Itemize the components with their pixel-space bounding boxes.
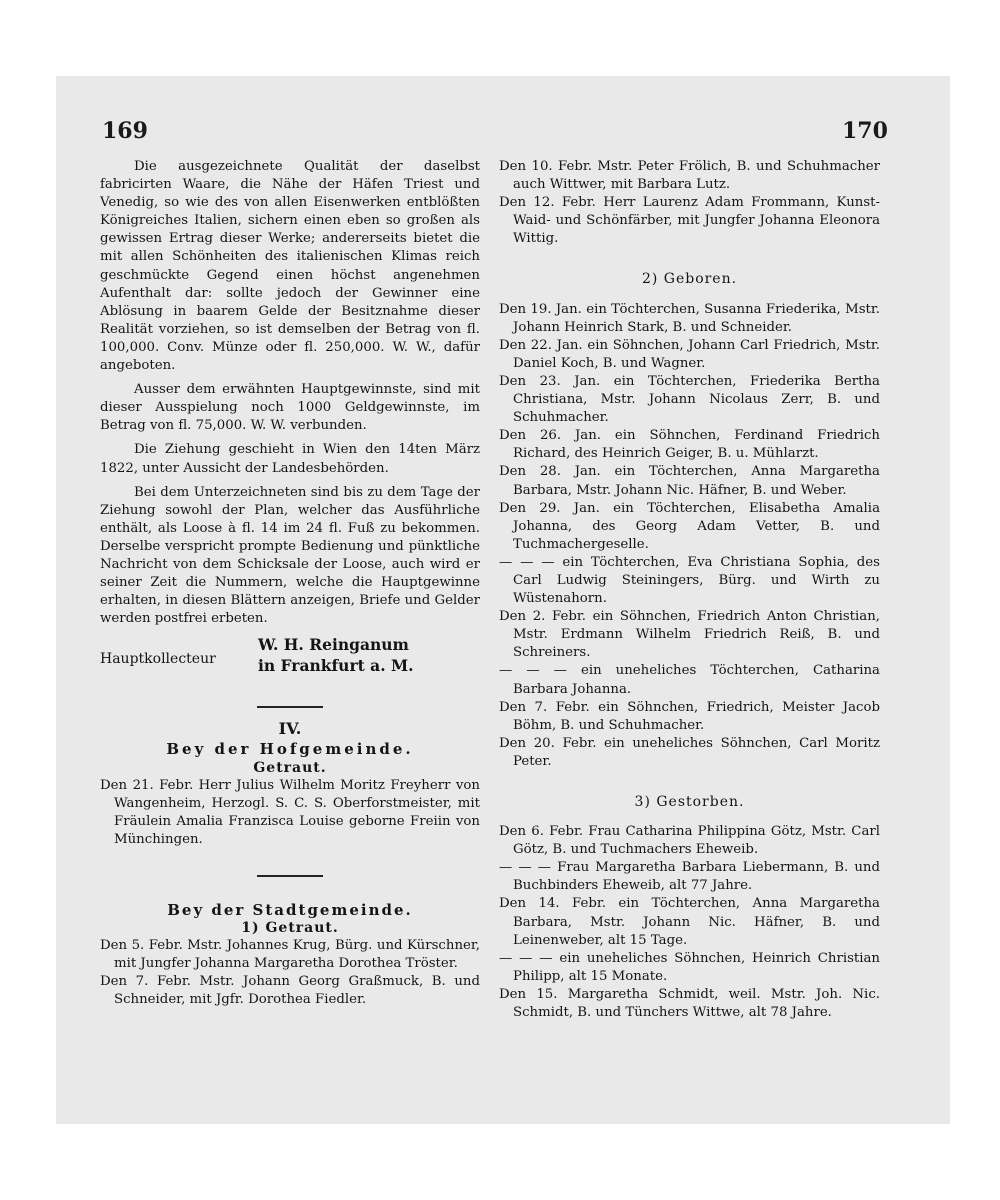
section-heading-hofgemeinde: Bey der Hofgemeinde.: [166, 740, 414, 759]
signature-place: in Frankfurt a. M.: [258, 656, 414, 676]
register-entry: Den 29. Jan. ein Töchterchen, Elisabetha Amalia Johanna, des Georg Adam Vetter, B. und Tuchmachergeselle.: [499, 500, 880, 552]
right-page-number: 170: [842, 118, 888, 144]
register-entry: Den 6. Febr. Frau Catharina Philippina Götz, Mstr. Carl Götz, B. und Tuchmachers Eheweib.: [499, 824, 880, 858]
signature-name: W. H. Reinganum: [258, 635, 409, 655]
register-entry: Den 22. Jan. ein Söhnchen, Johann Carl Friedrich, Mstr. Daniel Koch, B. und Wagner.: [499, 337, 880, 371]
signature-role: Hauptkollecteur: [100, 651, 216, 668]
subheading-getraut: Getraut.: [253, 759, 327, 776]
register-entry: Den 7. Febr. ein Söhnchen, Friedrich, Meister Jacob Böhm, B. und Schuhmacher.: [499, 699, 880, 733]
register-entry: Den 14. Febr. ein Töchterchen, Anna Margaretha Barbara, Mstr. Johann Nic. Häfner, B. und Leinenweber, alt 15 Tage.: [499, 896, 880, 948]
paragraph: Bei dem Unterzeichneten sind bis zu dem Tage der Ziehung sowohl der Plan, welcher das Ausführliche enthält, als Loose à fl. 14 im 24 fl. Fuß zu bekommen. Derselbe verspricht prompte Bedienung und pünktliche Nachricht von dem Schicksale der Loose, auch wird er seiner Zeit die Nummern, welche die Hauptgewinne erhalten, in diesen Blättern anzeigen, Briefe und Gelder werden postfrei erbeten.: [100, 484, 480, 627]
paragraph: Die ausgezeichnete Qualität der daselbst fabricirten Waare, die Nähe der Häfen Triest und Venedig, so wie des von allen Eisenwerken entblößten Königreiches Italien, sichern einen eben so großen als gewissen Ertrag dieser Werke; andererseits bietet die mit allen Schönheiten des italienischen Klimas reich geschmückte Gegend einen höchst angenehmen Aufenthalt dar: sollte jedoch der Gewinner eine Ablösung in baarem Gelde der Besitznahme dieser Realität vorziehen, so ist demselben der Betrag von fl. 100,000. Conv. Münze oder fl. 250,000. W. W., dafür angeboten.: [100, 159, 480, 374]
register-entry: Den 12. Febr. Herr Laurenz Adam Frommann, Kunst- Waid- und Schönfärber, mit Jungfer Johanna Eleonora Wittig.: [499, 195, 880, 247]
section-number: IV.: [278, 719, 302, 739]
separator-rule: [257, 706, 323, 708]
subheading-gestorben: 3) Gestorben.: [634, 794, 745, 810]
register-entry: Den 28. Jan. ein Töchterchen, Anna Margaretha Barbara, Mstr. Johann Nic. Häfner, B. und Weber.: [499, 464, 880, 498]
paragraph: Die Ziehung geschieht in Wien den 14ten März 1822, unter Aussicht der Landesbehörden.: [100, 442, 480, 476]
register-entry: Den 20. Febr. ein uneheliches Söhnchen, Carl Moritz Peter.: [499, 735, 880, 769]
left-page-number: 169: [102, 118, 148, 144]
register-entry: — — — ein uneheliches Töchterchen, Catharina Barbara Johanna.: [499, 663, 880, 697]
separator-rule: [257, 875, 323, 877]
register-entry: — — — ein Töchterchen, Eva Christiana Sophia, des Carl Ludwig Steiningers, Bürg. und Wirth zu Wüstenahorn.: [499, 554, 880, 607]
register-entry: — — — ein uneheliches Söhnchen, Heinrich Christian Philipp, alt 15 Monate.: [499, 950, 880, 984]
register-entry: Den 15. Margaretha Schmidt, weil. Mstr. Joh. Nic. Schmidt, B. und Tünchers Wittwe, alt 78 Jahre.: [499, 986, 880, 1021]
register-entry: — — — Frau Margaretha Barbara Liebermann, B. und Buchbinders Eheweib, alt 77 Jahre.: [499, 860, 880, 894]
register-entry: Den 5. Febr. Mstr. Johannes Krug, Bürg. und Kürschner, mit Jungfer Johanna Margaretha Dorothea Tröster.: [100, 938, 480, 972]
register-entry: Den 7. Febr. Mstr. Johann Georg Graßmuck, B. und Schneider, mit Jgfr. Dorothea Fiedler.: [100, 974, 480, 1008]
subheading-getraut: 1) Getraut.: [241, 920, 339, 937]
section-heading-stadtgemeinde: Bey der Stadtgemeinde.: [167, 901, 413, 919]
right-column: [499, 158, 880, 1022]
register-entry: Den 2. Febr. ein Söhnchen, Friedrich Anton Christian, Mstr. Erdmann Wilhelm Friedrich Reiß, B. und Schreiners.: [499, 609, 880, 661]
signature-block: [100, 634, 480, 676]
register-entry: Den 26. Jan. ein Söhnchen, Ferdinand Friedrich Richard, des Heinrich Geiger, B. u. Mühlarzt.: [499, 428, 880, 462]
paragraph: Ausser dem erwähnten Hauptgewinnste, sind mit dieser Ausspielung noch 1000 Geldgewinnste, im Betrag von fl. 75,000. W. W. verbunden.: [100, 382, 480, 434]
register-entry: Den 10. Febr. Mstr. Peter Frölich, B. und Schuhmacher auch Wittwer, mit Barbara Lutz.: [499, 159, 880, 193]
subheading-geboren: 2) Geboren.: [641, 271, 738, 288]
left-column: [100, 158, 480, 1010]
register-entry: Den 19. Jan. ein Töchterchen, Susanna Friederika, Mstr. Johann Heinrich Stark, B. und Schneider.: [499, 301, 880, 335]
register-entry: Den 21. Febr. Herr Julius Wilhelm Moritz Freyherr von Wangenheim, Herzogl. S. C. S. Oberforstmeister, mit Fräulein Amalia Franzisca Louise geborne Freiin von Münchingen.: [100, 777, 480, 847]
register-entry: Den 23. Jan. ein Töchterchen, Friederika Bertha Christiana, Mstr. Johann Nicolaus Zerr, B. und Schuhmacher.: [499, 373, 880, 426]
